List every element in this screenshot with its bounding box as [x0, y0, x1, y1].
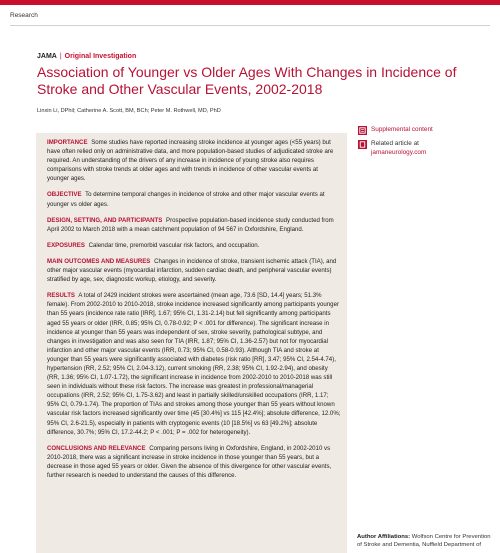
abstract-conclusions: [47, 444, 341, 480]
section-label: Research: [10, 12, 38, 19]
affiliations-heading: Author Affiliations:: [357, 534, 411, 540]
related-article-link[interactable]: jamaneurology.com: [371, 148, 427, 156]
abstract-text: Calendar time, premorbid vascular risk factors, and occupation.: [88, 241, 260, 249]
related-article-label: Related article at: [371, 140, 419, 147]
abstract-design: [47, 216, 341, 234]
article-type[interactable]: Original Investigation: [64, 53, 137, 60]
abstract-text: Prospective population-based incidence study conducted from April 2002 to March 2018 with a mean catchment population of 94 567 in Oxfordshire, England.: [47, 216, 334, 233]
abstract-text: To determine temporal changes in incidence of stroke and other major vascular events at younger vs older ages.: [47, 191, 325, 208]
supplemental-content-label[interactable]: Supplemental content: [371, 126, 433, 133]
author-affiliations: [357, 533, 497, 549]
header-divider: [10, 25, 490, 26]
supplement-icon: [358, 126, 367, 135]
abstract-importance: [47, 138, 341, 183]
abstract-heading: IMPORTANCE: [47, 139, 88, 146]
abstract-results: [47, 291, 341, 437]
top-accent-bar: [0, 0, 500, 5]
abstract-heading: CONCLUSIONS AND RELEVANCE: [47, 444, 146, 452]
abstract-text: Comparing persons living in Oxfordshire, England, in 2002-2010 vs 2010-2018, there was a significant increase in stroke incidence in those younger than 55 years, but a decrease in those aged 55 years or older. Given the absence of this divergence for other vascular events, further research is needed to understand the causes of this difference.: [47, 444, 332, 479]
abstract-heading: EXPOSURES: [47, 241, 85, 249]
abstract-heading: RESULTS: [47, 292, 75, 300]
abstract-heading: MAIN OUTCOMES AND MEASURES: [47, 257, 151, 265]
abstract-heading: DESIGN, SETTING, AND PARTICIPANTS: [47, 216, 163, 224]
author-list: Linxin Li, DPhil; Catherine A. Scott, BM, BCh; Peter M. Rothwell, MD, PhD: [37, 108, 221, 114]
abstract-text: Some studies have reported increasing stroke incidence at younger ages (<55 years) but have often relied only on administrative data, and more population-based studies of adjudicated stroke are required. An understanding of the drivers of any increase in incidence of young stroke also requires comparisons with stroke trends at older ages and with trends in incidence of other vascular events at younger ages.: [47, 139, 334, 183]
article-title: Association of Younger vs Older Ages With Changes in Incidence of Stroke and Other Vascular Events, 2002-2018: [37, 64, 457, 97]
abstract-heading: OBJECTIVE: [47, 191, 82, 199]
abstract-box: [36, 133, 347, 553]
abstract-objective: [47, 190, 341, 208]
abstract-outcomes: [47, 257, 341, 284]
abstract-exposures: [47, 241, 341, 250]
related-article: [358, 140, 426, 157]
related-article-icon: [358, 140, 367, 149]
abstract-text: A total of 2429 incident strokes were ascertained (mean age, 73.6 [SD, 14.4] years; 51.3% female). From 2002-2010 to 2010-2018, stroke incidence increased significantly among participants younger than 55 years (incidence rate ratio [IRR], 1.67; 95% CI, 1.31-2.14) but fell significantly among participants aged 55 years or older (IRR, 0.85; 95% CI, 0.78-0.92; P < .001 for difference). The significant increase in incidence at younger than 55 years was independent of sex, stroke severity, pathological subtype, and changes in investigation and was also seen for TIA (IRR, 1.87; 95% CI, 1.36-2.57) but not for myocardial infarction and other major vascular events (IRR, 0.73; 95% CI, 0.58-0.93). Although TIA and stroke at younger than 55 years were significantly associated with diabetes (risk ratio [RR], 3.47; 95% CI, 2.54-4.74), hypertension (RR, 2.52; 95% CI, 2.04-3.12), current smoking (RR, 2.38; 95% CI, 1.92-2.94), and obesity (RR, 1.36; 95% CI, 1.07-1.72), the significant increase in incidence from 2002-2010 to 2010-2018 was still seen in individuals without these risk factors. The increase was greatest in professional/managerial occupations (IRR, 2.52; 95% CI, 1.75-3.62) and least in partially skilled/unskilled occupations (IRR, 1.17; 95% CI, 0.79-1.74). The proportion of TIAs and strokes among those younger than 55 years without known vascular risk factors increased significantly over time (45 [30.4%] vs 115 [42.4%]; absolute difference, 12.0%; 95% CI, 2.6-21.5), especially in patients with cryptogenic events (10 [18.5%] vs 63 [49.2%]; absolute difference, 30.7%; 95% CI, 17.2-44.2; P < .001; P = .002 for heterogeneity).: [47, 292, 341, 436]
kicker-separator: |: [59, 53, 62, 60]
supplemental-content-link[interactable]: [358, 126, 433, 135]
abstract-text: Changes in incidence of stroke, transient ischemic attack (TIA), and other major vascular events (myocardial infarction, sudden cardiac death, and peripheral vascular events) stratified by age, sex, diagnostic workup, etiology, and severity.: [47, 257, 337, 284]
journal-name: JAMA: [37, 53, 57, 60]
article-kicker: [37, 53, 136, 60]
affiliations-text: Wolfson Centre for Prevention of Stroke and Dementia, Nuffield Department of: [357, 534, 491, 549]
